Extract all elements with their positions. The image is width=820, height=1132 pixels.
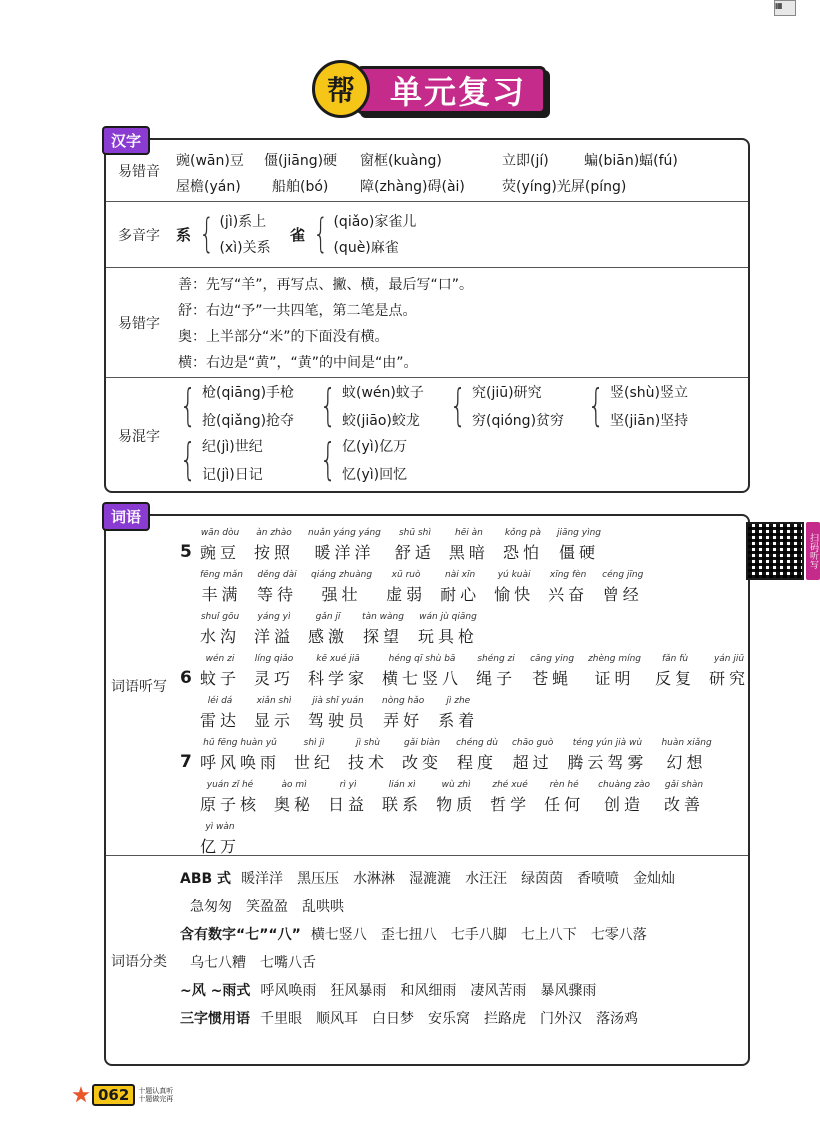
hanzi: 恐怕 <box>502 543 543 562</box>
category-word: 歪七扭八 <box>380 927 437 943</box>
dictation-word <box>308 612 348 647</box>
dictation-word <box>588 654 641 689</box>
pinyin: yì wàn <box>205 822 235 832</box>
hanzi: 系着 <box>438 711 479 730</box>
dictation-word <box>503 528 543 563</box>
pinyin: wán jù qiāng <box>419 612 477 622</box>
confusable-item: 亿(yì)亿万 <box>342 439 408 455</box>
dictation-word <box>438 696 478 731</box>
hanzi: 曾经 <box>602 585 643 604</box>
classification-line <box>180 924 661 944</box>
category-word: 七上八下 <box>520 927 577 943</box>
unit-number: 5 <box>180 542 192 562</box>
category-word: 七嘴八舌 <box>260 955 316 971</box>
ciyu-tag: 词语 <box>102 502 150 531</box>
dictation-word <box>602 570 643 605</box>
pinyin: wān dòu <box>200 528 240 538</box>
hanzi: 改变 <box>402 753 443 772</box>
hanzi: 科学家 <box>308 669 369 688</box>
hanzi: 原子核 <box>200 795 261 814</box>
dictation-word <box>382 696 424 731</box>
pinyin: shì jì <box>303 738 325 748</box>
category-word: 笑盈盈 <box>246 899 288 915</box>
category-word: 白日梦 <box>372 1011 414 1027</box>
unit-number <box>180 646 198 647</box>
pron-item: 屋檐(yán) <box>176 179 241 195</box>
polyphone-option: (xì)关系 <box>219 240 271 256</box>
category-word: 七手八脚 <box>450 927 507 943</box>
hanzi: 耐心 <box>440 585 481 604</box>
hanzi-section <box>104 132 750 493</box>
hanzi: 联系 <box>382 795 423 814</box>
dictation-word <box>709 654 749 689</box>
dictation-word <box>200 780 260 815</box>
dictation-word <box>476 654 516 689</box>
pinyin: yán jiū <box>713 654 745 664</box>
classification-line <box>180 896 358 916</box>
dictation-word <box>311 570 372 605</box>
unit-number: 7 <box>180 752 192 772</box>
pron-item: 蝙(biān)蝠(fú) <box>584 153 678 169</box>
category-word: 暖洋洋 <box>241 871 284 887</box>
dictation-word <box>254 696 294 731</box>
writing-note: 奥：上半部分“米”的下面没有横。 <box>178 329 389 345</box>
dictation-word <box>308 654 368 689</box>
category-word: 千里眼 <box>260 1011 302 1027</box>
dictation-word <box>661 738 711 773</box>
dictation-word <box>598 780 650 815</box>
page-number: 062 <box>92 1084 135 1106</box>
unit-number <box>180 730 198 731</box>
dictation-word <box>382 654 462 689</box>
confusable-group <box>582 382 688 430</box>
pinyin: gǎi shàn <box>664 780 704 790</box>
pinyin: léi dá <box>207 696 233 706</box>
brace-icon: { <box>179 434 197 485</box>
hanzi: 虚弱 <box>386 585 427 604</box>
hanzi: 显示 <box>254 711 295 730</box>
dictation-word <box>436 780 476 815</box>
hanzi: 洋溢 <box>254 627 295 646</box>
pinyin: gǎi biàn <box>404 738 441 748</box>
category-word: 乱哄哄 <box>302 899 344 915</box>
polyphone-group <box>290 211 416 257</box>
pinyin: lián xì <box>388 780 416 790</box>
dictation-word <box>395 528 435 563</box>
pinyin: zhé xué <box>492 780 528 790</box>
classification-line <box>180 952 330 972</box>
category-word: 水汪汪 <box>465 871 508 887</box>
confusable-item: 穷(qióng)贫穷 <box>472 413 565 429</box>
pinyin: nuǎn yáng yáng <box>308 528 381 538</box>
pinyin: ào mì <box>281 780 307 790</box>
category-word: 狂风暴雨 <box>330 983 387 999</box>
dictation-line <box>180 528 615 563</box>
category-word: 急匆匆 <box>190 899 232 915</box>
pinyin: yuán zǐ hé <box>206 780 254 790</box>
hanzi: 强壮 <box>321 585 362 604</box>
hanzi: 豌豆 <box>200 543 241 562</box>
category-word: 七零八落 <box>590 927 647 943</box>
hanzi: 兴奋 <box>548 585 589 604</box>
star-icon <box>72 1086 90 1104</box>
qr-tag: 扫码听写 <box>806 522 820 580</box>
hanzi: 腾云驾雾 <box>567 753 648 772</box>
dictation-line <box>180 822 254 857</box>
confusable-item: 枪(qiāng)手枪 <box>202 385 295 401</box>
category-word: 香喷喷 <box>577 871 620 887</box>
polyphone-char: 系 <box>176 225 192 244</box>
corner-marker: ▦ <box>774 0 796 16</box>
pinyin: téng yún jià wù <box>572 738 643 748</box>
bang-badge: 帮 <box>312 60 370 118</box>
category-word: 呼风唤雨 <box>260 983 317 999</box>
category-word: 顺风耳 <box>316 1011 358 1027</box>
dictation-line <box>180 612 492 647</box>
classification-line <box>180 868 689 888</box>
hanzi: 亿万 <box>200 837 241 856</box>
category-word: 暴风骤雨 <box>540 983 597 999</box>
pinyin: rì yì <box>339 780 357 790</box>
pinyin: àn zhào <box>256 528 292 538</box>
category-word: 金灿灿 <box>633 871 676 887</box>
brace-icon: { <box>319 380 337 431</box>
confusable-group <box>314 436 407 484</box>
hanzi: 日益 <box>328 795 369 814</box>
hanzi: 呼风唤雨 <box>200 753 281 772</box>
pinyin: kē xué jiā <box>316 654 360 664</box>
dictation-word <box>530 654 574 689</box>
unit-review-header <box>312 58 552 118</box>
dictation-word <box>418 612 478 647</box>
category-name: ~风 ~雨式 <box>180 983 251 999</box>
hanzi: 探望 <box>362 627 403 646</box>
dictation-word <box>308 696 368 731</box>
dictation-word <box>386 570 426 605</box>
dictation-word <box>494 570 534 605</box>
category-word: 横七竖八 <box>310 927 367 943</box>
row-label: 易错字 <box>118 315 160 332</box>
category-word: 水淋淋 <box>353 871 396 887</box>
dictation-word <box>254 612 294 647</box>
brace-icon: { <box>199 211 215 257</box>
row-label: 易错音 <box>118 163 160 180</box>
writing-note: 舒：右边“予”一共四笔，第二笔是点。 <box>178 303 417 319</box>
brace-icon: { <box>449 380 467 431</box>
dictation-word <box>449 528 489 563</box>
category-word: 落汤鸡 <box>596 1011 638 1027</box>
confusable-group <box>444 382 564 430</box>
hanzi: 愉快 <box>494 585 535 604</box>
dictation-line <box>180 738 726 773</box>
dictation-line <box>180 570 657 605</box>
row-error-prone-pronunciation <box>106 140 748 202</box>
category-word: 门外汉 <box>540 1011 582 1027</box>
hanzi: 证明 <box>594 669 635 688</box>
category-word: 和风细雨 <box>400 983 457 999</box>
dictation-word <box>490 780 530 815</box>
row-confusable-characters <box>106 378 748 493</box>
brace-icon: { <box>587 380 605 431</box>
pinyin: shū shì <box>398 528 431 538</box>
pinyin: wù zhì <box>441 780 471 790</box>
row-word-dictation <box>106 516 818 856</box>
dictation-word <box>254 528 294 563</box>
pinyin: xiǎn shì <box>256 696 292 706</box>
hanzi: 研究 <box>709 669 750 688</box>
pinyin: nòng hǎo <box>382 696 425 706</box>
pron-item: 豌(wān)豆 <box>176 153 244 169</box>
pron-item: 障(zhàng)碍(ài) <box>360 179 465 195</box>
hanzi: 任何 <box>544 795 585 814</box>
dictation-word <box>456 738 498 773</box>
dictation-word <box>200 696 240 731</box>
confusable-item: 蚊(wén)蚊子 <box>342 385 424 401</box>
hanzi: 雷达 <box>200 711 241 730</box>
polyphone-group <box>176 211 271 257</box>
hanzi: 苍蝇 <box>532 669 573 688</box>
dictation-line <box>180 780 718 815</box>
confusable-item: 究(jiū)研究 <box>472 385 542 401</box>
confusable-item: 竖(shù)竖立 <box>610 385 688 401</box>
pron-item: 窗框(kuàng) <box>360 153 442 169</box>
hanzi: 绳子 <box>476 669 517 688</box>
dictation-word <box>548 570 588 605</box>
pinyin: yáng yì <box>257 612 291 622</box>
hanzi: 按照 <box>254 543 295 562</box>
dictation-word <box>294 738 334 773</box>
dictation-word <box>274 780 314 815</box>
confusable-group <box>174 436 263 484</box>
hanzi: 反复 <box>655 669 696 688</box>
page-footer <box>72 1084 182 1106</box>
dictation-word <box>664 780 704 815</box>
pinyin: fēng mǎn <box>200 570 243 580</box>
dictation-word <box>200 822 240 857</box>
hanzi: 超过 <box>512 753 553 772</box>
qr-code[interactable] <box>746 522 804 580</box>
dictation-word <box>567 738 647 773</box>
category-name: 含有数字“七”“八” <box>180 927 301 943</box>
pinyin: jì shù <box>356 738 381 748</box>
hanzi: 感激 <box>308 627 349 646</box>
pinyin: xīng fèn <box>549 570 587 580</box>
dictation-word <box>200 528 240 563</box>
dictation-word <box>557 528 601 563</box>
dictation-word <box>308 528 381 563</box>
pinyin: xū ruò <box>391 570 421 580</box>
pron-item: 船舶(bó) <box>272 179 329 195</box>
hanzi: 技术 <box>348 753 389 772</box>
hanzi: 奥秘 <box>274 795 315 814</box>
dictation-word <box>544 780 584 815</box>
pinyin: héng qī shù bā <box>388 654 456 664</box>
hanzi: 等待 <box>256 585 297 604</box>
pinyin: shéng zi <box>477 654 515 664</box>
category-word: 黑压压 <box>297 871 340 887</box>
dictation-word <box>200 570 243 605</box>
confusable-item: 坚(jiān)坚持 <box>610 413 689 429</box>
hanzi-tag: 汉字 <box>102 126 150 155</box>
pinyin: nài xīn <box>445 570 476 580</box>
hanzi: 创造 <box>604 795 645 814</box>
row-error-prone-characters <box>106 268 748 378</box>
pinyin: chāo guò <box>511 738 554 748</box>
category-word: 安乐窝 <box>428 1011 470 1027</box>
hanzi: 暖洋洋 <box>314 543 375 562</box>
pinyin: hēi àn <box>455 528 483 538</box>
hanzi: 世纪 <box>294 753 335 772</box>
pinyin: cāng ying <box>530 654 575 664</box>
classification-line <box>180 1008 652 1028</box>
category-name: ABB 式 <box>180 871 232 887</box>
footer-tag: 十题认真听 十题做完再 <box>138 1087 174 1103</box>
category-word: 凄风苦雨 <box>470 983 527 999</box>
pinyin: tàn wàng <box>362 612 404 622</box>
row-word-classification <box>106 856 748 1066</box>
unit-number: 6 <box>180 668 192 688</box>
category-word: 湿漉漉 <box>409 871 452 887</box>
pinyin: kǒng pà <box>504 528 542 538</box>
row-label: 词语听写 <box>111 678 167 695</box>
row-label: 词语分类 <box>111 954 167 970</box>
confusable-group <box>174 382 294 430</box>
pinyin: líng qiǎo <box>254 654 294 664</box>
pinyin: děng dài <box>257 570 297 580</box>
dictation-word <box>382 780 422 815</box>
page-title: 单元复习 <box>356 66 546 114</box>
brace-icon: { <box>319 434 337 485</box>
dictation-word <box>512 738 553 773</box>
pinyin: gǎn jī <box>315 612 341 622</box>
hanzi: 横七竖八 <box>382 669 463 688</box>
category-name: 三字惯用语 <box>180 1011 250 1027</box>
pinyin: hū fēng huàn yǔ <box>203 738 277 748</box>
dictation-word <box>200 738 280 773</box>
pinyin: fǎn fù <box>661 654 689 664</box>
confusable-item: 忆(yì)回忆 <box>342 467 408 483</box>
hanzi: 蚊子 <box>200 669 241 688</box>
dictation-word <box>655 654 695 689</box>
pinyin: zhèng míng <box>588 654 642 664</box>
dictation-word <box>257 570 297 605</box>
hanzi: 幻想 <box>666 753 707 772</box>
pinyin: rèn hé <box>549 780 579 790</box>
dictation-word <box>200 612 240 647</box>
hanzi: 弄好 <box>383 711 424 730</box>
pinyin: jià shǐ yuán <box>312 696 364 706</box>
dictation-word <box>348 738 388 773</box>
dictation-line <box>180 654 763 689</box>
polyphone-option: (què)麻雀 <box>333 240 399 256</box>
row-label: 多音字 <box>118 227 160 244</box>
dictation-line <box>180 696 492 731</box>
row-label: 易混字 <box>118 428 160 445</box>
confusable-group <box>314 382 424 430</box>
pinyin: chéng dù <box>456 738 498 748</box>
category-word: 拦路虎 <box>484 1011 526 1027</box>
unit-number <box>180 814 198 815</box>
confusable-item: 记(jì)日记 <box>202 467 263 483</box>
brace-icon: { <box>179 380 197 431</box>
pron-item: 荧(yíng)光屏(píng) <box>502 179 627 195</box>
pinyin: jì zhe <box>446 696 471 706</box>
hanzi: 玩具枪 <box>417 627 478 646</box>
hanzi: 程度 <box>457 753 498 772</box>
ciyu-section <box>104 508 818 1066</box>
pinyin: chuàng zào <box>598 780 651 790</box>
dictation-word <box>254 654 294 689</box>
pinyin: céng jīng <box>602 570 644 580</box>
writing-note: 横：右边是“黄”，“黄”的中间是“由”。 <box>178 355 418 371</box>
hanzi: 哲学 <box>490 795 531 814</box>
brace-icon: { <box>313 211 329 257</box>
dictation-word <box>362 612 404 647</box>
pinyin: qiáng zhuàng <box>311 570 373 580</box>
pinyin: jiāng yìng <box>556 528 601 538</box>
confusable-item: 抢(qiǎng)抢夺 <box>202 413 295 429</box>
pinyin: yú kuài <box>497 570 531 580</box>
hanzi: 水沟 <box>200 627 241 646</box>
hanzi: 灵巧 <box>254 669 295 688</box>
unit-number <box>180 604 198 605</box>
pron-item: 僵(jiāng)硬 <box>264 153 338 169</box>
category-word: 绿茵茵 <box>521 871 564 887</box>
classification-line <box>180 980 610 1000</box>
pron-item: 立即(jí) <box>502 153 549 169</box>
dictation-word <box>200 654 240 689</box>
writing-note: 善：先写“羊”，再写点、撇、横，最后写“口”。 <box>178 277 474 293</box>
dictation-word <box>328 780 368 815</box>
polyphone-option: (jì)系上 <box>219 214 267 230</box>
hanzi: 驾驶员 <box>308 711 369 730</box>
dictation-word <box>402 738 442 773</box>
hanzi: 黑暗 <box>448 543 489 562</box>
polyphone-option: (qiǎo)家雀儿 <box>333 214 417 230</box>
row-polyphone <box>106 202 748 268</box>
confusable-item: 蛟(jiāo)蛟龙 <box>342 413 420 429</box>
hanzi: 舒适 <box>394 543 435 562</box>
category-word: 乌七八糟 <box>190 955 246 971</box>
polyphone-char: 雀 <box>290 225 306 244</box>
dictation-word <box>440 570 480 605</box>
hanzi: 丰满 <box>201 585 242 604</box>
hanzi: 物质 <box>436 795 477 814</box>
pinyin: wén zi <box>205 654 235 664</box>
hanzi: 僵硬 <box>558 543 599 562</box>
hanzi: 改善 <box>664 795 705 814</box>
confusable-item: 纪(jì)世纪 <box>202 439 263 455</box>
pinyin: huàn xiǎng <box>661 738 712 748</box>
pinyin: shuǐ gōu <box>200 612 240 622</box>
